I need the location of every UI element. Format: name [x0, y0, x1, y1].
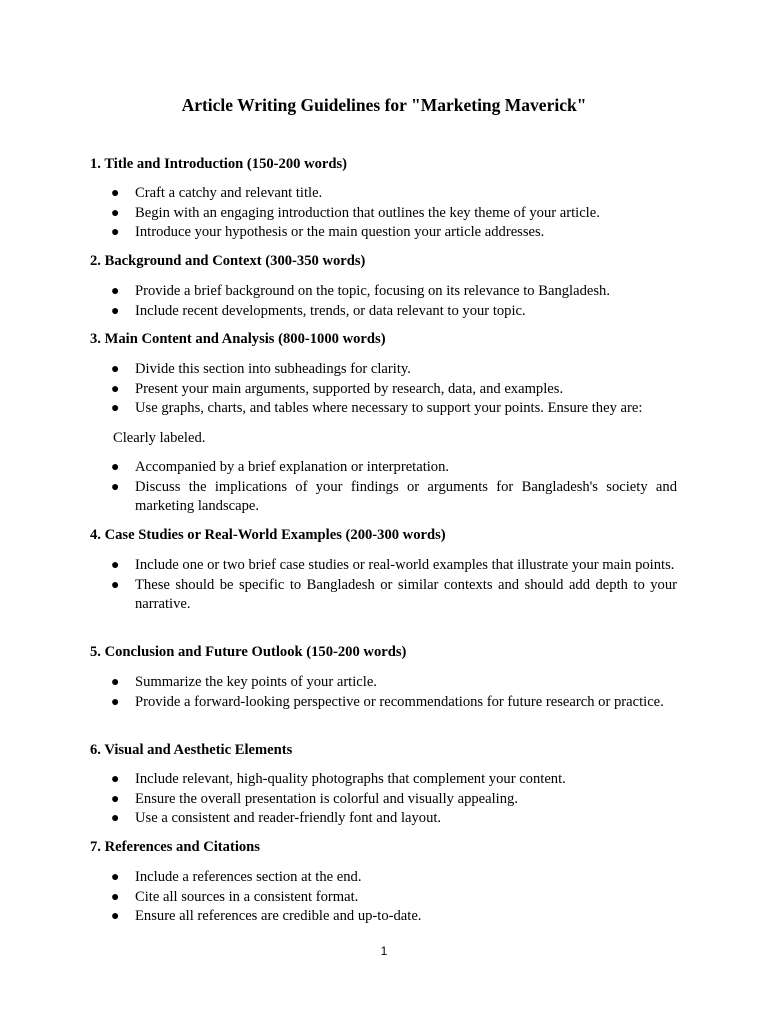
list-item: ● Include one or two brief case studies or real-world examples that illustrate your main points. [0, 556, 677, 576]
bullet-icon: ● [111, 694, 120, 710]
list-item: ● Ensure all references are credible and up-to-date. [0, 907, 677, 927]
bullet-list-case-studies [0, 556, 768, 615]
list-item: ● Discuss the implications of your findings or arguments for Bangladesh's society and marketing landscape. [111, 478, 677, 514]
list-item: ● Use graphs, charts, and tables where necessary to support your points. Ensure they are: [0, 399, 677, 419]
bullet-icon: ● [111, 675, 120, 690]
list-item: ● Begin with an engaging introduction that outlines the key theme of your article. [0, 204, 677, 224]
list-item: ● Cite all sources in a consistent format. [0, 888, 677, 908]
bullet-icon: ● [111, 381, 120, 397]
list-item: ● Provide a brief background on the topic, focusing on its relevance to Bangladesh. [0, 282, 677, 302]
section-heading-references: 7. References and Citations [90, 839, 260, 855]
bullet-icon: ● [111, 870, 120, 885]
bullet-icon: ● [111, 362, 120, 377]
list-item: ● Include relevant, high-quality photographs that complement your content. [0, 770, 677, 790]
bullet-list-references [0, 868, 768, 927]
bullet-list-main-content [0, 360, 768, 419]
bullet-icon: ● [111, 225, 120, 240]
section-heading-conclusion: 5. Conclusion and Future Outlook (150-200 words) [90, 644, 407, 660]
list-item: ● Introduce your hypothesis or the main question your article addresses. [0, 223, 677, 243]
section-heading-background-context: 2. Background and Context (300-350 words) [90, 253, 366, 269]
section-heading-visual-elements: 6. Visual and Aesthetic Elements [90, 742, 293, 758]
bullet-list-main-content-continued [0, 458, 768, 517]
bullet-list-background-context [0, 282, 768, 321]
list-item: ● Accompanied by a brief explanation or interpretation. [0, 458, 677, 478]
list-item: ● Provide a forward-looking perspective or recommendations for future research or practice. [0, 693, 677, 713]
list-item: ● Summarize the key points of your article. [0, 673, 677, 693]
bullet-icon: ● [111, 889, 120, 905]
paragraph-clearly-labeled: Clearly labeled. [113, 430, 206, 446]
list-item: ● Craft a catchy and relevant title. [0, 184, 677, 204]
bullet-icon: ● [111, 303, 120, 319]
bullet-icon: ● [111, 909, 120, 924]
section-heading-title-introduction: 1. Title and Introduction (150-200 words) [90, 156, 348, 172]
section-heading-main-content: 3. Main Content and Analysis (800-1000 words) [90, 331, 386, 347]
bullet-icon: ● [111, 577, 120, 593]
bullet-icon: ● [111, 186, 120, 201]
list-item: ● Include a references section at the end. [0, 868, 677, 888]
bullet-icon: ● [111, 401, 120, 416]
bullet-list-title-introduction [0, 184, 768, 243]
bullet-icon: ● [111, 460, 120, 475]
list-item: ● Use a consistent and reader-friendly font and layout. [0, 809, 677, 829]
page-number: 1 [380, 944, 388, 958]
bullet-icon: ● [111, 479, 120, 495]
section-heading-case-studies: 4. Case Studies or Real-World Examples (200-300 words) [90, 527, 446, 543]
bullet-icon: ● [111, 284, 120, 299]
bullet-list-conclusion [0, 673, 768, 712]
bullet-list-visual-elements [0, 770, 768, 829]
document-title: Article Writing Guidelines for "Marketing Maverick" [181, 95, 587, 115]
bullet-icon: ● [111, 811, 120, 826]
list-item: ● These should be specific to Bangladesh or similar contexts and should add depth to your narrative. [111, 576, 677, 612]
list-item: ● Divide this section into subheadings for clarity. [0, 360, 677, 380]
list-item: ● Present your main arguments, supported by research, data, and examples. [0, 380, 677, 400]
bullet-icon: ● [111, 772, 120, 787]
bullet-icon: ● [111, 558, 120, 573]
list-item: ● Ensure the overall presentation is colorful and visually appealing. [0, 790, 677, 810]
bullet-icon: ● [111, 791, 120, 807]
list-item: ● Include recent developments, trends, or data relevant to your topic. [0, 302, 677, 322]
bullet-icon: ● [111, 205, 120, 221]
